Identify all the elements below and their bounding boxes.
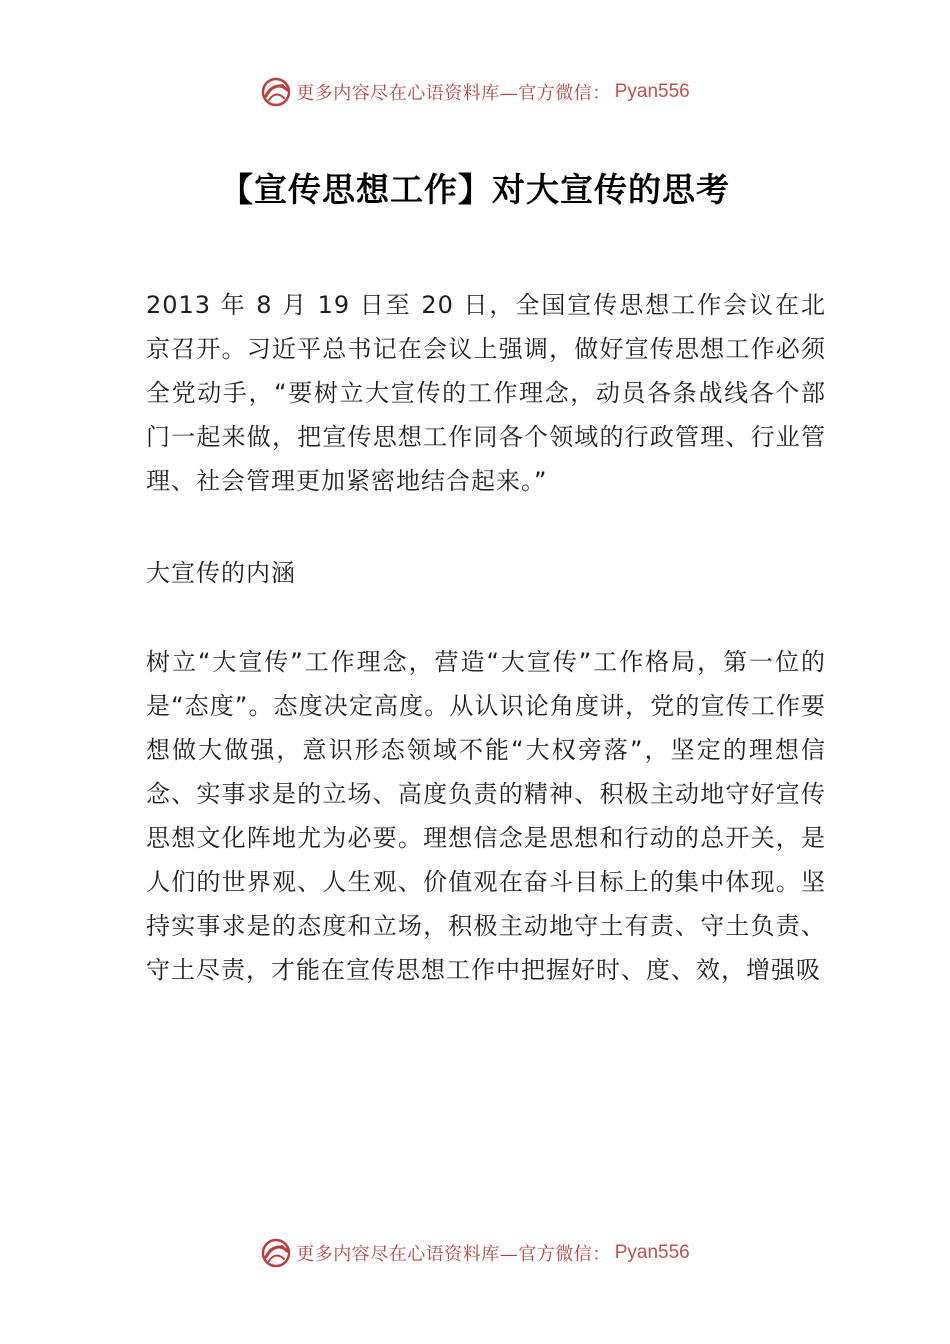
section-heading: 大宣传的内涵 bbox=[146, 559, 296, 587]
header-banner-text: 更多内容尽在心语资料库—官方微信： bbox=[296, 83, 611, 104]
footer-banner-handle: Pyan556 bbox=[614, 1242, 690, 1263]
document-title: 【宣传思想工作】对大宣传的思考 bbox=[220, 170, 730, 209]
intro-paragraph: 2013 年 8 月 19 日至 20 日，全国宣传思想工作会议在北京召开。习近平总书记在会议上强调，做好宣传思想工作必须全党动手，“要树立大宣传的工作理念，动员各条战线各个部门一起来做，把宣传思想工作同各个领域的行政管理、行业管理、社会管理更加紧密地结合起来。” bbox=[146, 291, 826, 495]
body-paragraph: 树立“大宣传”工作理念，营造“大宣传”工作格局，第一位的是“态度”。态度决定高度。从认识论角度讲，党的宣传工作要想做大做强，意识形态领域不能“大权旁落”，坚定的理想信念、实事求是的立场、高度负责的精神、积极主动地守好宣传思想文化阵地尤为必要。理想信念是思想和行动的总开关，是人们的世界观、人生观、价值观在奋斗目标上的集中体现。坚持实事求是的态度和立场，积极主动地守土有责、守土负责、守土尽责，才能在宣传思想工作中把握好时、度、效，增强吸 bbox=[146, 648, 826, 984]
logo-icon bbox=[260, 76, 292, 108]
header-banner bbox=[0, 72, 950, 112]
logo-icon bbox=[260, 1237, 292, 1269]
header-banner-handle: Pyan556 bbox=[614, 81, 690, 102]
footer-banner bbox=[0, 1233, 950, 1273]
footer-banner-text: 更多内容尽在心语资料库—官方微信： bbox=[296, 1244, 611, 1265]
